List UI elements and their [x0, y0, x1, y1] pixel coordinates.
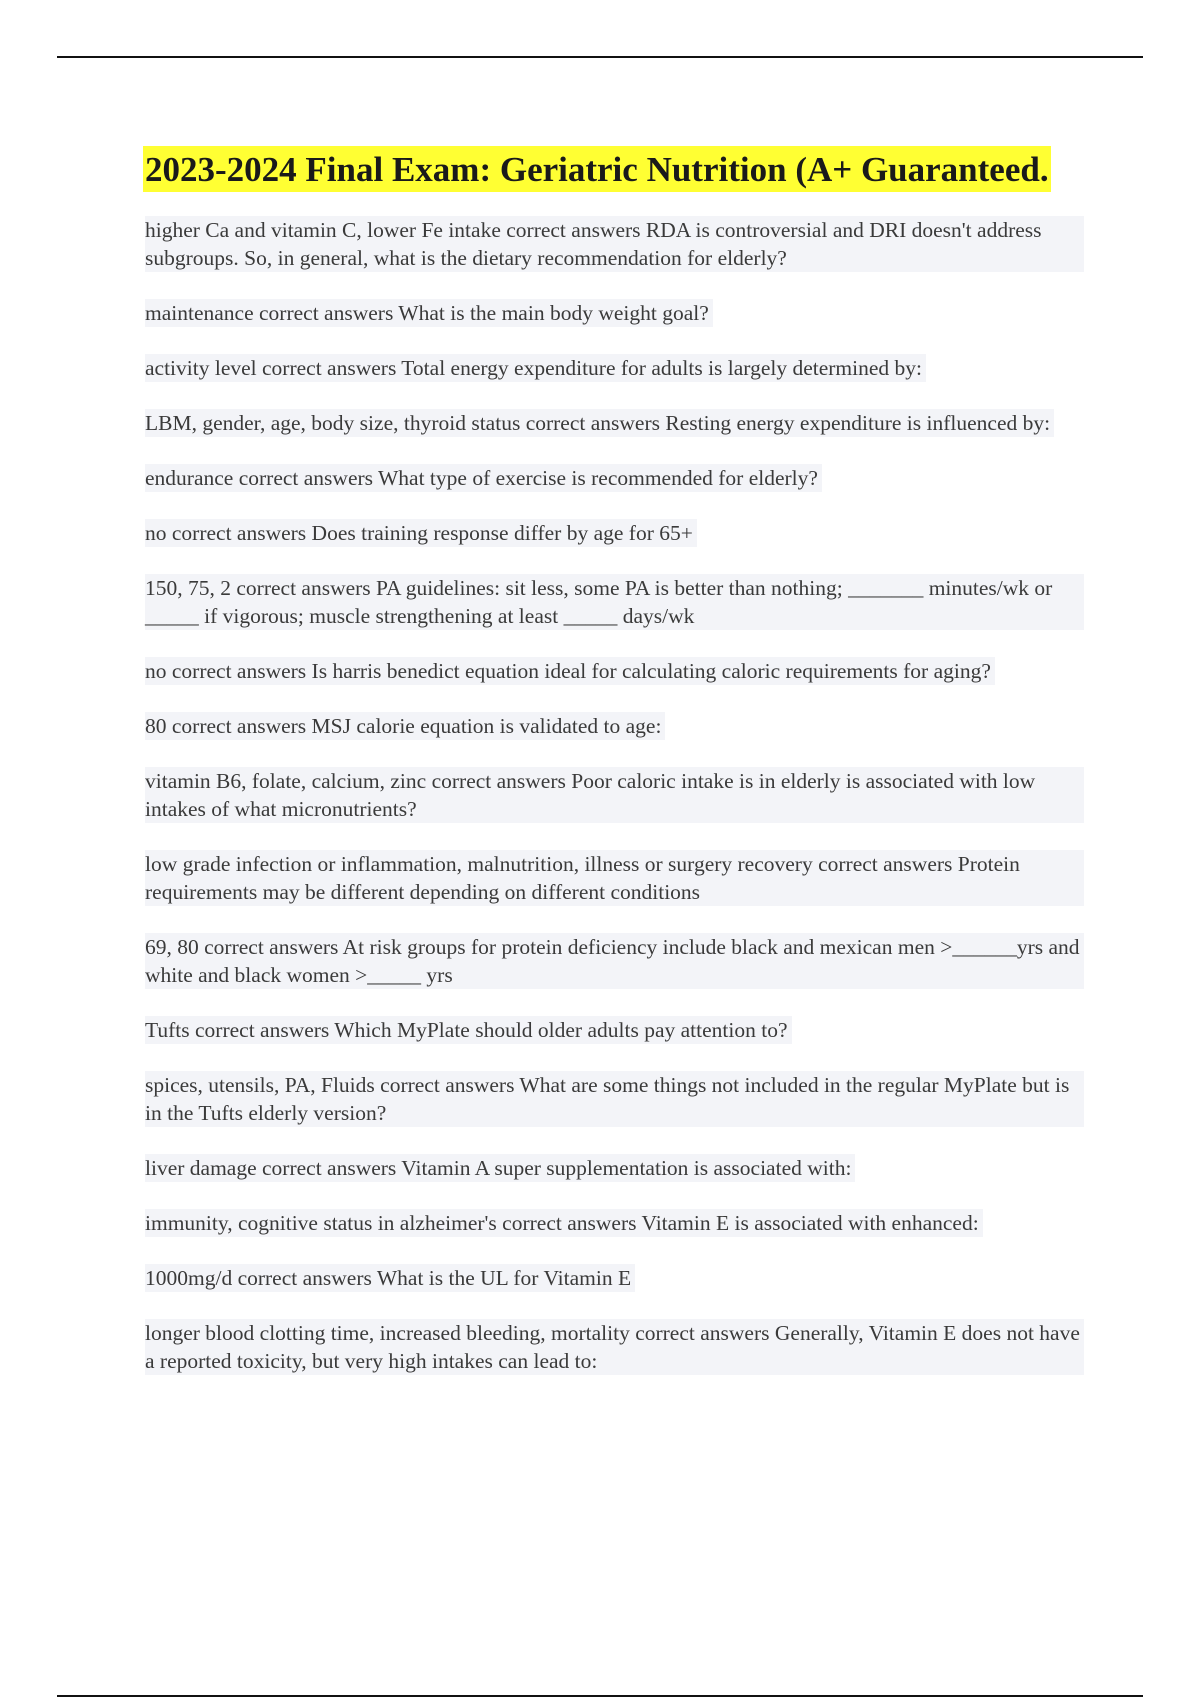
qa-item: longer blood clotting time, increased bleeding, mortality correct answers Generally, Vitamin E does not have a reported toxicity, but very high intakes can lead to: [145, 1319, 1084, 1375]
title-highlight [143, 146, 1051, 192]
qa-item: spices, utensils, PA, Fluids correct answers What are some things not included in the regular MyPlate but is in the Tufts elderly version? [145, 1071, 1084, 1127]
qa-item: 69, 80 correct answers At risk groups for protein deficiency include black and mexican men >______yrs and white and black women >_____ yrs [145, 933, 1084, 989]
qa-item: Tufts correct answers Which MyPlate should older adults pay attention to? [145, 1016, 792, 1044]
qa-item: higher Ca and vitamin C, lower Fe intake correct answers RDA is controversial and DRI doesn't address subgroups. So, in general, what is the dietary recommendation for elderly? [145, 216, 1084, 272]
document-title: 2023-2024 Final Exam: Geriatric Nutrition (A+ Guaranteed. [145, 150, 1049, 189]
qa-item: 150, 75, 2 correct answers PA guidelines: sit less, some PA is better than nothing; _______ minutes/wk or _____ if vigorous; muscle strengthening at least _____ days/wk [145, 574, 1084, 630]
qa-item: no correct answers Does training response differ by age for 65+ [145, 519, 697, 547]
qa-item: liver damage correct answers Vitamin A super supplementation is associated with: [145, 1154, 855, 1182]
top-rule [57, 56, 1143, 58]
qa-item: 80 correct answers MSJ calorie equation is validated to age: [145, 712, 665, 740]
qa-item: vitamin B6, folate, calcium, zinc correct answers Poor caloric intake is in elderly is associated with low intakes of what micronutrients? [145, 767, 1084, 823]
qa-item: maintenance correct answers What is the main body weight goal? [145, 299, 713, 327]
qa-item: no correct answers Is harris benedict equation ideal for calculating caloric requirements for aging? [145, 657, 995, 685]
qa-item: 1000mg/d correct answers What is the UL for Vitamin E [145, 1264, 635, 1292]
document-body [145, 146, 1085, 1402]
qa-item: LBM, gender, age, body size, thyroid status correct answers Resting energy expenditure is influenced by: [145, 409, 1054, 437]
bottom-rule [57, 1695, 1143, 1697]
qa-item: low grade infection or inflammation, malnutrition, illness or surgery recovery correct answers Protein requirements may be different depending on different conditions [145, 850, 1084, 906]
qa-item: endurance correct answers What type of exercise is recommended for elderly? [145, 464, 822, 492]
qa-item: immunity, cognitive status in alzheimer's correct answers Vitamin E is associated with enhanced: [145, 1209, 983, 1237]
qa-item: activity level correct answers Total energy expenditure for adults is largely determined by: [145, 354, 926, 382]
qa-list [145, 216, 1085, 1375]
